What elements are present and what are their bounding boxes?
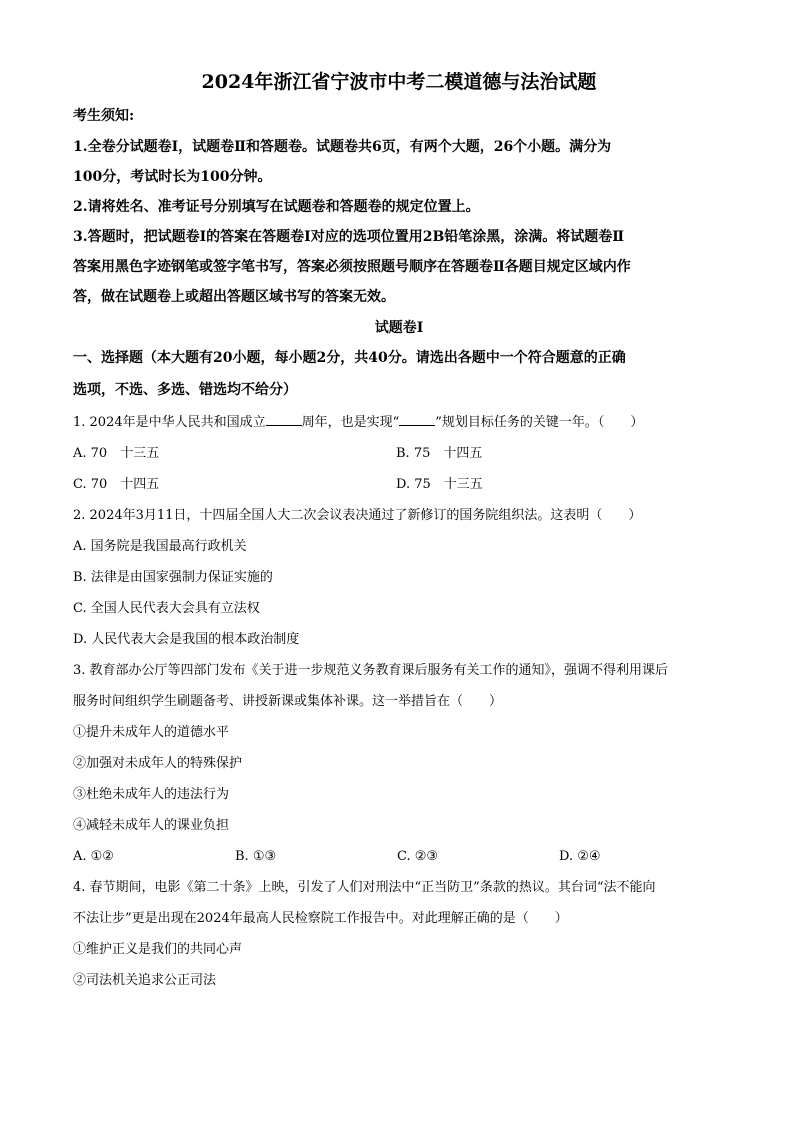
notice-line: 答案用黑色字迹钢笔或签字笔书写，答案必须按照题号顺序在答题卷Ⅱ各题目规定区域内作 [73,259,631,275]
question-4-stem: 不法让步”更是出现在2024年最高人民检察院工作报告中。对此理解正确的是（ ） [73,911,568,926]
option-c[interactable]: C. 70 十四五 [73,477,160,492]
statement-item: ④减轻未成年人的课业负担 [73,818,230,833]
question-3-stem: 服务时间组织学生刷题备考、讲授新课或集体补课。这一举措旨在（ ） [73,694,503,709]
exam-page [73,68,725,996]
question-1-stem [73,407,725,438]
statement-item: ②加强对未成年人的特殊保护 [73,756,243,771]
question-1-text: ”规划目标任务的关键一年。（ ） [435,415,644,430]
option-d[interactable]: D. 75 十三五 [396,477,483,492]
option-c[interactable]: C. 全国人民代表大会具有立法权 [73,601,260,616]
question-1-text: 周年，也是实现“ [301,415,400,430]
statement-item: ①维护正义是我们的共同心声 [73,942,243,957]
question-4-stem: 4. 春节期间，电影《第二十条》上映，引发了人们对刑法中“正当防卫”条款的热议。其台词“法不能向 [73,880,656,895]
option-b[interactable]: B. ①③ [235,849,277,864]
section-heading-line: 选项，不选、多选、错选均不给分） [73,382,297,398]
notice-heading: 考生须知: [73,108,135,124]
question-3-options-row [73,841,725,872]
option-b[interactable]: B. 法律是由国家强制力保证实施的 [73,570,273,585]
option-a[interactable]: A. 国务院是我国最高行政机关 [73,539,247,554]
question-3-stem: 3. 教育部办公厅等四部门发布《关于进一步规范义务教育课后服务有关工作的通知》，强调不得利用课后 [73,663,669,678]
option-b[interactable]: B. 75 十四五 [396,446,483,461]
option-d[interactable]: D. 人民代表大会是我国的根本政治制度 [73,632,300,647]
notice-line: 1.全卷分试题卷Ⅰ，试题卷Ⅱ和答题卷。试题卷共6页，有两个大题，26个小题。满分为 [73,139,612,155]
statement-item: ①提升未成年人的道德水平 [73,725,230,740]
statement-item: ②司法机关追求公正司法 [73,973,217,988]
option-a[interactable]: A. ①② [73,849,114,864]
notice-line: 答，做在试题卷上或超出答题区域书写的答案无效。 [73,289,395,305]
page-title: 2024年浙江省宁波市中考二模道德与法治试题 [201,71,597,93]
notice-line: 2.请将姓名、准考证号分别填写在试题卷和答题卷的规定位置上。 [73,199,480,215]
fill-blank [399,413,435,426]
question-2-stem: 2. 2024年3月11日，十四届全国人大二次会议表决通过了新修订的国务院组织法。这表明（ ） [73,508,642,523]
option-d[interactable]: D. ②④ [559,849,601,864]
section-heading-line: 一、选择题（本大题有20小题，每小题2分，共40分。请选出各题中一个符合题意的正确 [73,350,626,366]
option-c[interactable]: C. ②③ [397,849,439,864]
question-1-options-row [73,438,725,469]
fill-blank [266,413,302,426]
option-a[interactable]: A. 70 十三五 [73,446,160,461]
volume-title: 试题卷Ⅰ [374,320,424,336]
question-1-text: 1. 2024年是中华人民共和国成立 [73,415,266,430]
question-1-options-row [73,469,725,500]
notice-line: 100分，考试时长为100分钟。 [73,169,272,185]
statement-item: ③杜绝未成年人的违法行为 [73,787,230,802]
notice-line: 3.答题时，把试题卷Ⅰ的答案在答题卷Ⅰ对应的选项位置用2B铅笔涂黑，涂满。将试题卷Ⅱ [73,229,625,245]
